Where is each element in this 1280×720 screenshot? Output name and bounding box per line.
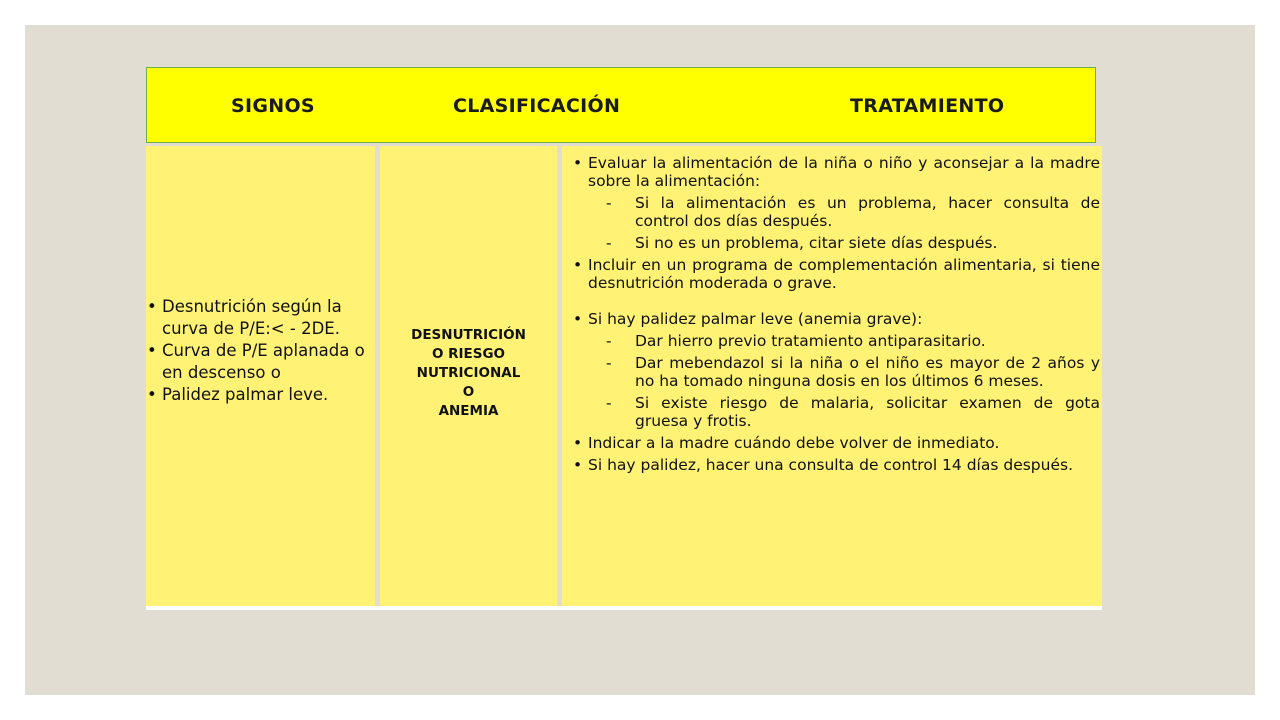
treatment-bullet: • Si hay palidez, hacer una consulta de control 14 días después. <box>572 456 1100 474</box>
signs-cell <box>146 146 375 606</box>
header-tratamiento: TRATAMIENTO <box>850 95 1005 117</box>
header-clasificacion: CLASIFICACIÓN <box>453 95 621 117</box>
treatment-list <box>572 154 1100 474</box>
treatment-bullet: • Indicar a la madre cuándo debe volver de inmediato. <box>572 434 1100 452</box>
treatment-subitem: - Si la alimentación es un problema, hacer consulta de control dos días después. <box>572 194 1100 230</box>
classification-cell <box>380 146 557 606</box>
sign-item: • Palidez palmar leve. <box>162 384 375 406</box>
classification-line: NUTRICIONAL <box>416 365 521 381</box>
treatment-bullet: • Incluir en un programa de complementación alimentaria, si tiene desnutrición moderada o grave. <box>572 256 1100 292</box>
header-signos: SIGNOS <box>231 95 315 117</box>
classification-line: ANEMIA <box>438 403 499 419</box>
classification-line: DESNUTRICIÓN <box>411 327 526 343</box>
treatment-bullet: • Si hay palidez palmar leve (anemia grave): <box>572 310 1100 328</box>
table-header <box>146 67 1096 143</box>
treatment-subitem: - Si existe riesgo de malaria, solicitar examen de gota gruesa y frotis. <box>572 394 1100 430</box>
treatment-subitem: - Dar hierro previo tratamiento antiparasitario. <box>572 332 1100 350</box>
classification-text <box>380 326 557 421</box>
sign-item: • Curva de P/E aplanada o en descenso o <box>162 340 375 384</box>
classification-line: O RIESGO <box>431 346 506 362</box>
classification-line: O <box>462 384 475 400</box>
signs-list <box>146 296 375 406</box>
treatment-subitem: - Dar mebendazol si la niña o el niño es mayor de 2 años y no ha tomado ninguna dosis en los últimos 6 meses. <box>572 354 1100 390</box>
table-bottom-border <box>146 606 1102 610</box>
treatment-subitem: - Si no es un problema, citar siete días después. <box>572 234 1100 252</box>
treatment-bullet: • Evaluar la alimentación de la niña o niño y aconsejar a la madre sobre la alimentación: <box>572 154 1100 190</box>
treatment-cell <box>562 146 1102 606</box>
sign-item: • Desnutrición según la curva de P/E:< - 2DE. <box>162 296 375 340</box>
